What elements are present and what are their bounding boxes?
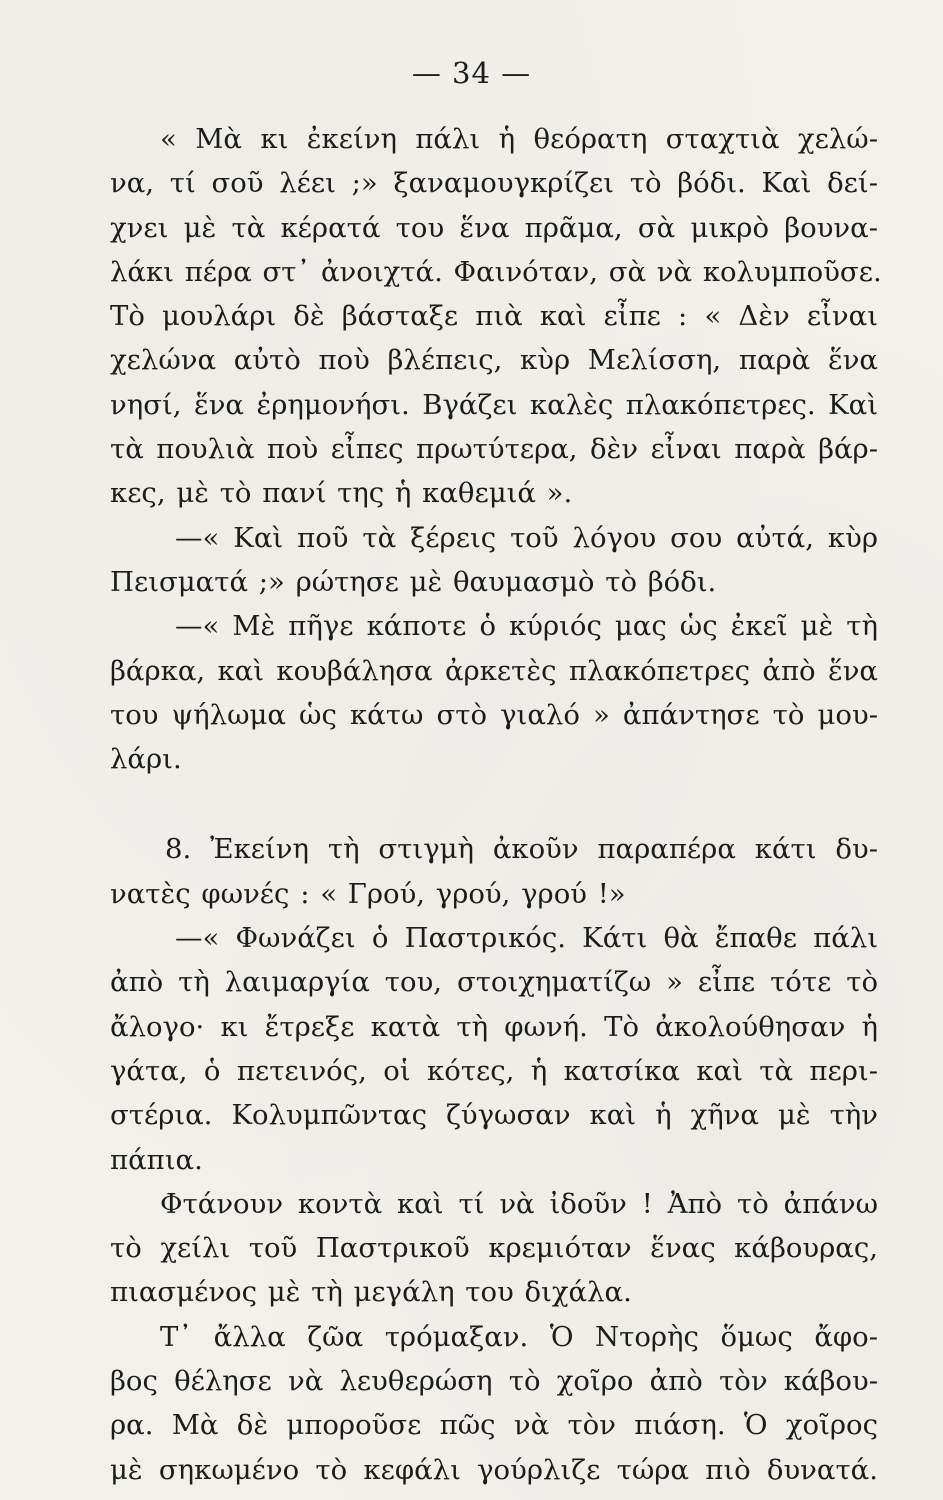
- text-line: τὰ πουλιὰ ποὺ εἶπες πρωτύτερα, δὲν εἶναι παρὰ βάρ-: [110, 433, 878, 466]
- text-line: Τὸ μουλάρι δὲ βάσταξε πιὰ καὶ εἶπε : « Δὲν εἶναι: [110, 300, 878, 333]
- page-number: — 34 —: [411, 56, 532, 90]
- body-text: [110, 117, 882, 1492]
- text-line: γάτα, ὁ πετεινός, οἱ κότες, ἡ κατσίκα καὶ τὰ περι-: [110, 1054, 878, 1087]
- text-line: χελώνα αὐτὸ ποὺ βλέπεις, κὺρ Μελίσση, παρὰ ἕνα: [110, 344, 878, 377]
- text-line: 8. Ἐκείνη τὴ στιγμὴ ἀκοῦν παραπέρα κάτι δυ-: [165, 833, 878, 866]
- text-line: τὸ χείλι τοῦ Παστρικοῦ κρεμιόταν ἕνας κάβουρας,: [110, 1232, 878, 1265]
- text-line: —« Καὶ ποῦ τὰ ξέρεις τοῦ λόγου σου αὐτά, κὺρ: [175, 521, 878, 554]
- text-line: Φτάνουν κοντὰ καὶ τί νὰ ἰδοῦν ! Ἀπὸ τὸ ἀπάνω: [160, 1187, 878, 1220]
- text-line: Τ᾿ ἄλλα ζῶα τρόμαξαν. Ὁ Ντορὴς ὅμως ἄφο-: [160, 1320, 878, 1353]
- text-line: κες, μὲ τὸ πανί της ἡ καθεμιά ».: [110, 477, 573, 510]
- text-line: στέρια. Κολυμπῶντας ζύγωσαν καὶ ἡ χῆνα μὲ τὴν: [110, 1099, 878, 1132]
- text-line: —« Μὲ πῆγε κάποτε ὁ κύριός μας ὡς ἐκεῖ μὲ τὴ: [175, 610, 878, 643]
- text-line: πάπια.: [110, 1143, 203, 1176]
- text-line: νατὲς φωνές : « Γρού, γρού, γρού !»: [110, 877, 626, 910]
- text-line: λάκι πέρα στ᾿ ἀνοιχτά. Φαινόταν, σὰ νὰ κολυμποῦσε.: [110, 255, 882, 288]
- text-line: μὲ σηκωμένο τὸ κεφάλι γούρλιζε τώρα πιὸ δυνατά.: [110, 1453, 878, 1486]
- text-line: του ψήλωμα ὡς κάτω στὸ γιαλό » ἀπάντησε τὸ μου-: [110, 698, 878, 731]
- text-line: βάρκα, καὶ κουβάλησα ἀρκετὲς πλακόπετρες ἀπὸ ἕνα: [110, 654, 878, 687]
- text-line: λάρι.: [110, 743, 182, 776]
- text-line: νησί, ἕνα ἐρημονήσι. Βγάζει καλὲς πλακόπετρες. Καὶ: [110, 388, 878, 421]
- text-line: βος θέλησε νὰ λευθερώση τὸ χοῖρο ἀπὸ τὸν κάβου-: [110, 1365, 878, 1398]
- text-line: πιασμένος μὲ τὴ μεγάλη του διχάλα.: [110, 1276, 632, 1309]
- text-line: να, τί σοῦ λέει ;» ξαναμουγκρίζει τὸ βόδι. Καὶ δεί-: [110, 167, 878, 200]
- text-line: « Μὰ κι ἐκείνη πάλι ἡ θεόρατη σταχτιὰ χελώ-: [160, 123, 878, 155]
- text-line: χνει μὲ τὰ κέρατά του ἕνα πρᾶμα, σὰ μικρὸ βουνα-: [110, 211, 878, 244]
- text-line: —« Φωνάζει ὁ Παστρικός. Κάτι θὰ ἔπαθε πάλι: [175, 922, 878, 955]
- paragraph-spacer: [110, 781, 878, 827]
- text-line: ρα. Μὰ δὲ μποροῦσε πῶς νὰ τὸν πιάση. Ὁ χοῖρος: [110, 1409, 878, 1442]
- text-line: ἄλογο· κι ἔτρεξε κατὰ τὴ φωνή. Τὸ ἀκολούθησαν ἡ: [110, 1010, 878, 1043]
- text-line: Πεισματά ;» ρώτησε μὲ θαυμασμὸ τὸ βόδι.: [110, 565, 717, 598]
- text-line: ἀπὸ τὴ λαιμαργία του, στοιχηματίζω » εἶπε τότε τὸ: [110, 966, 878, 999]
